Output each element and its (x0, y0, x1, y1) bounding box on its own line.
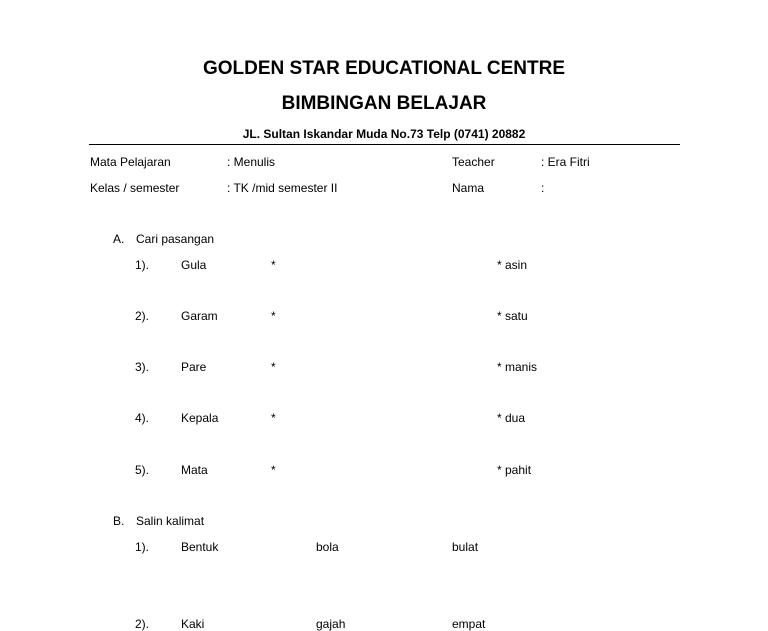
worksheet-subtitle: BIMBINGAN BELAJAR (281, 93, 487, 114)
teacher-label: Teacher (452, 155, 495, 169)
a-item-right-word: * dua (497, 411, 526, 425)
a-item-number: 2). (135, 309, 150, 323)
a-item-left-star: * (271, 463, 276, 477)
a-item-left-star: * (271, 309, 276, 323)
a-item-number: 1). (135, 258, 150, 272)
a-item-right-word: * asin (497, 258, 528, 272)
a-item-left-star: * (271, 360, 276, 374)
a-item-left-word: Garam (181, 309, 218, 323)
a-item-right-word: * manis (497, 360, 538, 374)
a-item-number: 5). (135, 463, 150, 477)
class-label: Kelas / semester (90, 181, 180, 195)
school-name: GOLDEN STAR EDUCATIONAL CENTRE (202, 58, 566, 79)
b-item-word: empat (452, 617, 486, 631)
section-a-title: Cari pasangan (136, 232, 215, 246)
section-a-marker: A. (113, 232, 125, 246)
a-item-left-star: * (271, 258, 276, 272)
a-item-left-word: Gula (181, 258, 207, 272)
a-item-right-word: * satu (497, 309, 528, 323)
a-item-number: 4). (135, 411, 150, 425)
section-b-marker: B. (113, 514, 125, 528)
b-item-number: 2). (135, 617, 150, 631)
b-item-word: bola (316, 540, 339, 554)
b-item-word: gajah (316, 617, 346, 631)
a-item-left-star: * (271, 411, 276, 425)
class-value: : TK /mid semester II (227, 181, 338, 195)
school-address: JL. Sultan Iskandar Muda No.73 Telp (0741) 20882 (242, 127, 526, 141)
name-label: Nama (452, 181, 485, 195)
a-item-left-word: Pare (181, 360, 207, 374)
a-item-number: 3). (135, 360, 150, 374)
b-item-number: 1). (135, 540, 150, 554)
b-item-word: Bentuk (181, 540, 219, 554)
section-b-title: Salin kalimat (136, 514, 205, 528)
b-item-word: Kaki (181, 617, 205, 631)
b-item-word: bulat (452, 540, 479, 554)
a-item-left-word: Kepala (181, 411, 219, 425)
a-item-left-word: Mata (181, 463, 208, 477)
subject-label: Mata Pelajaran (90, 155, 171, 169)
a-item-right-word: * pahit (497, 463, 532, 477)
header-divider (89, 144, 680, 145)
name-value: : (541, 181, 545, 195)
subject-value: : Menulis (227, 155, 276, 169)
teacher-value: : Era Fitri (541, 155, 590, 169)
